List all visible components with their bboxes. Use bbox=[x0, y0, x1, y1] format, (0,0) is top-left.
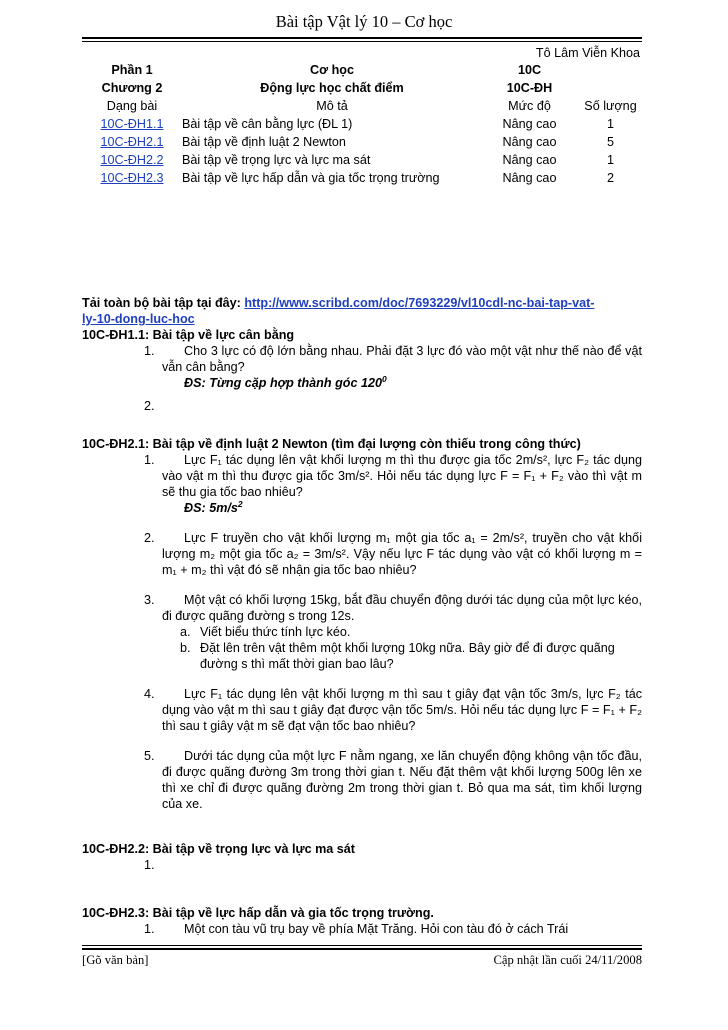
part-title: Cơ học bbox=[310, 63, 354, 77]
chapter-title: Động lực học chất điểm bbox=[260, 81, 404, 95]
item-number: 2. bbox=[144, 531, 155, 545]
exercise-count: 1 bbox=[606, 117, 614, 131]
table-row bbox=[82, 133, 644, 151]
exercise-code-link[interactable]: 10C-ĐH2.3 bbox=[100, 171, 164, 185]
exercise-count: 2 bbox=[606, 171, 614, 185]
header-rule-thin bbox=[82, 41, 642, 42]
section-2-body: 1. Lực F₁ tác dụng lên vật khối lượng m thì thu được gia tốc 2m/s², lực F₂ tác dụng vào vật m thì thu được gia tốc 3m/s². Hỏi nếu tác dụng lực F = F₁ + F₂ vào thì vật m sẽ thu gia tốc bao nhiêu? ĐS: $5m/s^2$ 2. Lực F truyền cho vật khối lượng m₁ một gia tốc a₁ = 2m/s², truyền cho vật khối lượng m₂ một gia tốc a₂ = 3m/s². Vậy nếu lực F tác dụng vào vật có khối lượng m = m₁ + m₂ thì vật đó sẽ nhận gia tốc bao nhiêu? 3. Một vật có khối lượng 15kg, bắt đầu chuyển động dưới tác dụng của một lực kéo, đi được quãng đường s trong 12s. a. Viết biểu thức tính lực kéo. b. Đặt lên trên vật thêm một khối lượng 10kg nữa. Bây giờ để đi được quãng đường s thì mất thời gian bao lâu? 4. Lực F₁ tác dụng lên vật khối lượng m thì sau t giây đạt vận tốc 3m/s, lực F₂ tác dụng vào vật m thì sau t giây đạt được vận tốc 5m/s. Hỏi nếu tác dụng lực F = F₁ + F₂ thì sau t giây vật m sẽ đạt vận tốc bao nhiêu? 5. Dưới tác dụng của một lực F nằm ngang, xe lăn chuyển động không vận tốc đầu, đi được quãng đường 3m trong thời gian t. Nếu đặt thêm vật khối lượng 500g lên xe thì xe chỉ đi được quãng đường 2m trong thời gian t. Bỏ qua ma sát, tìm khối lượng của xe. bbox=[144, 453, 642, 811]
table-row bbox=[82, 115, 644, 133]
col-description: Mô tả bbox=[316, 99, 348, 113]
item-number: 1. bbox=[144, 922, 155, 936]
question-text: Một vật có khối lượng 15kg, bắt đầu chuyển động dưới tác dụng của một lực kéo, đi được quãng đường s trong 12s. bbox=[162, 593, 642, 623]
col-level: Mức độ bbox=[508, 99, 551, 113]
question-text: Dưới tác dụng của một lực F nằm ngang, xe lăn chuyển động không vận tốc đầu, đi được quãng đường 3m trong thời gian t. Nếu đặt thêm vật khối lượng 500g lên xe thì xe chỉ đi được quãng đường 2m trong thời gian t. Bỏ qua ma sát, tìm khối lượng của xe. bbox=[162, 749, 642, 811]
download-link[interactable]: http://www.scribd.com/doc/7693229/vl10cdl-nc-bai-tap-vat- bbox=[244, 296, 595, 310]
table-row bbox=[82, 169, 644, 187]
header-rule bbox=[82, 37, 642, 39]
section-1-body bbox=[82, 343, 644, 423]
footer-placeholder: [Gõ văn bản] bbox=[82, 953, 149, 967]
section-3-body bbox=[82, 857, 644, 877]
exercise-description: Bài tập về lực hấp dẫn và gia tốc trọng trường bbox=[182, 171, 440, 185]
exercise-code-link[interactable]: 10C-ĐH2.2 bbox=[100, 153, 164, 167]
chapter-code: 10C-ĐH bbox=[506, 81, 553, 95]
exercise-code-link[interactable]: 10C-ĐH1.1 bbox=[100, 117, 164, 131]
answer-text: ĐS: 5m/s bbox=[184, 501, 238, 515]
item-number: 3. bbox=[144, 593, 155, 607]
item-number: 2. bbox=[144, 399, 155, 413]
item-number: 1. bbox=[144, 858, 155, 872]
question-text: Lực F₁ tác dụng lên vật khối lượng m thì sau t giây đạt vận tốc 3m/s, lực F₂ tác dụng vào vật m thì sau t giây đạt được vận tốc 5m/s. Hỏi nếu tác dụng lực F = F₁ + F₂ thì sau t giây vật m sẽ đạt vận tốc bao nhiêu? bbox=[162, 687, 642, 733]
col-type: Dạng bài bbox=[106, 99, 158, 113]
exercise-level: Nâng cao bbox=[502, 117, 557, 131]
author-name: Tô Lâm Viễn Khoa bbox=[535, 46, 640, 60]
footer-rule-thick bbox=[82, 948, 642, 950]
exercise-level: Nâng cao bbox=[502, 135, 557, 149]
download-label: Tải toàn bộ bài tập tại đây: bbox=[82, 296, 241, 310]
item-number: 1. bbox=[144, 344, 155, 358]
section-4-body bbox=[82, 921, 644, 939]
info-row-part bbox=[82, 61, 644, 79]
table-row bbox=[82, 151, 644, 169]
section-heading: 10C-ĐH2.1: Bài tập về định luật 2 Newton (tìm đại lượng còn thiếu trong công thức) bbox=[82, 437, 581, 451]
exercise-description: Bài tập về trọng lực và lực ma sát bbox=[182, 153, 371, 167]
section-heading: 10C-ĐH1.1: Bài tập về lực cân bằng bbox=[82, 328, 295, 342]
item-number: 4. bbox=[144, 687, 155, 701]
footer-updated-date: Cập nhật lần cuối 24/11/2008 bbox=[493, 953, 642, 967]
chapter-label: Chương 2 bbox=[101, 81, 163, 95]
footer-rule bbox=[82, 945, 642, 946]
download-line bbox=[82, 295, 644, 327]
answer-text: ĐS: Từng cặp hợp thành góc 120 bbox=[184, 376, 382, 390]
exercise-count: 5 bbox=[606, 135, 614, 149]
section-heading: 10C-ĐH2.3: Bài tập về lực hấp dẫn và gia tốc trọng trường. bbox=[82, 906, 434, 920]
question-text: Một con tàu vũ trụ bay về phía Mặt Trăng. Hỏi con tàu đó ở cách Trái bbox=[184, 922, 569, 936]
col-count: Số lượng bbox=[584, 99, 637, 113]
document-title: Bài tập Vật lý 10 – Cơ học bbox=[275, 12, 453, 31]
question-text: Lực F₁ tác dụng lên vật khối lượng m thì thu được gia tốc 2m/s², lực F₂ tác dụng vào vật m thì thu được gia tốc 3m/s². Hỏi nếu tác dụng lực F = F₁ + F₂ vào thì vật m sẽ thu gia tốc bao nhiêu? ĐS: $5m/s^2$ bbox=[162, 453, 642, 515]
info-row-chapter bbox=[82, 79, 644, 97]
section-heading: 10C-ĐH2.2: Bài tập về trọng lực và lực ma sát bbox=[82, 842, 356, 856]
info-table bbox=[82, 61, 644, 187]
part-label: Phần 1 bbox=[111, 63, 153, 77]
item-number: 5. bbox=[144, 749, 155, 763]
exercise-level: Nâng cao bbox=[502, 153, 557, 167]
info-header-row bbox=[82, 97, 644, 115]
exercise-level: Nâng cao bbox=[502, 171, 557, 185]
question-text: Lực F truyền cho vật khối lượng m₁ một gia tốc a₁ = 2m/s², truyền cho vật khối lượng m₂ một gia tốc a₂ = 3m/s². Vậy nếu lực F tác dụng vào vật có khối lượng m = m₁ + m₂ thì vật đó sẽ nhận gia tốc bao nhiêu? bbox=[162, 531, 642, 577]
part-code: 10C bbox=[517, 63, 542, 77]
exercise-count: 1 bbox=[606, 153, 614, 167]
download-link-continued[interactable]: ly-10-dong-luc-hoc bbox=[82, 312, 195, 326]
question-text: Cho 3 lực có độ lớn bằng nhau. Phải đặt 3 lực đó vào một vật như thế nào để vật vẫn cân bằng? ĐS: Từng cặp hợp thành góc $120^0$ bbox=[162, 344, 642, 390]
item-number: 1. bbox=[144, 453, 155, 467]
exercise-code-link[interactable]: 10C-ĐH2.1 bbox=[100, 135, 164, 149]
exercise-description: Bài tập về định luật 2 Newton bbox=[182, 135, 346, 149]
exercise-description: Bài tập về cân bằng lực (ĐL 1) bbox=[182, 117, 353, 131]
